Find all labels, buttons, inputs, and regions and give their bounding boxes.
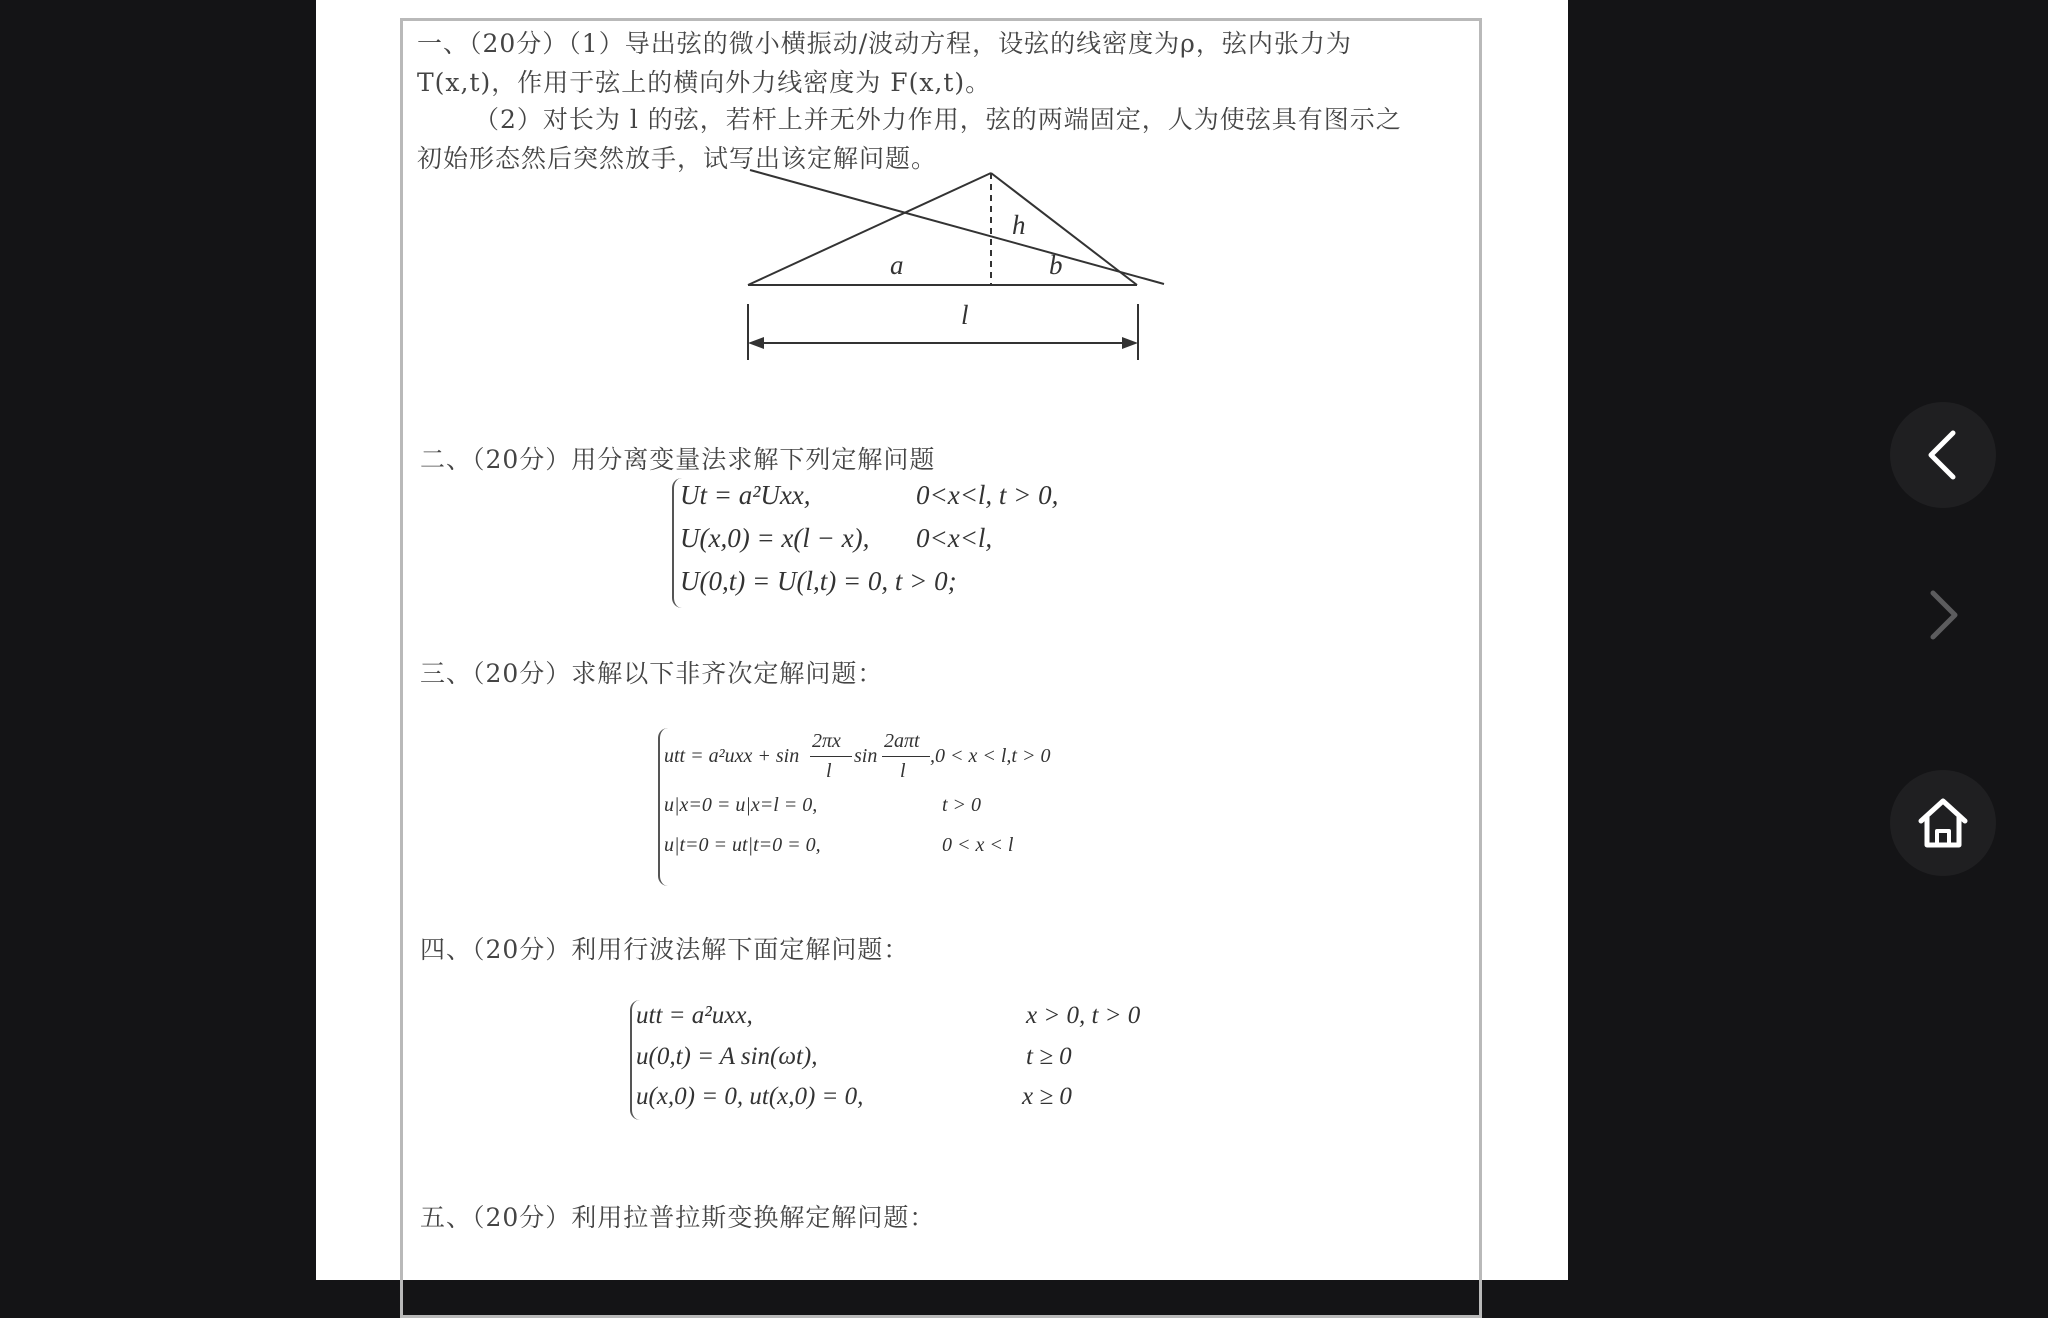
q3-frac1-den: l bbox=[826, 760, 832, 782]
q4-cond1: x > 0, t > 0 bbox=[1026, 1002, 1141, 1029]
q3-frac2-bar bbox=[882, 756, 930, 757]
q3-sin2: sin bbox=[854, 745, 878, 767]
label-l: l bbox=[961, 300, 969, 330]
q1-line2: T(x,t)，作用于弦上的横向外力线密度为 F(x,t)。 bbox=[417, 68, 992, 97]
label-h: h bbox=[1012, 210, 1026, 240]
q3-title: 三、（20分）求解以下非齐次定解问题： bbox=[420, 659, 884, 688]
q1-line4: 初始形态然后突然放手，试写出该定解问题。 bbox=[417, 144, 938, 173]
q2-cond2: 0<x<l, bbox=[916, 523, 993, 553]
q1-line1: 一、（20分）（1）导出弦的微小横振动/波动方程，设弦的线密度为ρ，弦内张力为 bbox=[417, 29, 1352, 58]
home-icon bbox=[1913, 793, 1973, 853]
prev-page-button[interactable] bbox=[1890, 402, 1996, 508]
q2-eq2: U(x,0) = x(l − x), bbox=[680, 523, 870, 553]
q4-eq2: u(0,t) = A sin(ωt), bbox=[636, 1043, 818, 1070]
q1-line3: （2）对长为 l 的弦，若杆上并无外力作用，弦的两端固定，人为使弦具有图示之 bbox=[474, 105, 1402, 134]
next-page-button[interactable] bbox=[1890, 562, 1996, 668]
q3-frac1-num: 2πx bbox=[812, 730, 841, 752]
q3-frac2-num: 2aπt bbox=[884, 730, 920, 752]
q4-cond3: x ≥ 0 bbox=[1022, 1083, 1072, 1110]
q4-eq3: u(x,0) = 0, ut(x,0) = 0, bbox=[636, 1083, 864, 1110]
q3-eq2: u|x=0 = u|x=l = 0, bbox=[664, 794, 818, 816]
q4-eq1: utt = a²uxx, bbox=[636, 1002, 753, 1029]
q2-title: 二、（20分）用分离变量法求解下列定解问题 bbox=[420, 445, 936, 474]
q2-eq3: U(0,t) = U(l,t) = 0, t > 0; bbox=[680, 566, 957, 596]
q4-title: 四、（20分）利用行波法解下面定解问题： bbox=[420, 935, 910, 964]
q2-eq1: Ut = a²Uxx, bbox=[680, 480, 811, 510]
q3-cond3: 0 < x < l bbox=[942, 834, 1014, 856]
q3-eq1-cond: ,0 < x < l,t > 0 bbox=[930, 745, 1051, 767]
triangle-figure bbox=[316, 0, 1568, 400]
q3-eq3: u|t=0 = ut|t=0 = 0, bbox=[664, 834, 821, 856]
q3-cond2: t > 0 bbox=[942, 794, 982, 816]
q5-title: 五、（20分）利用拉普拉斯变换解定解问题： bbox=[420, 1203, 936, 1232]
q2-cond1: 0<x<l, t > 0, bbox=[916, 480, 1059, 510]
document-page bbox=[316, 0, 1568, 1280]
chevron-left-icon bbox=[1921, 427, 1965, 483]
q3-frac2-den: l bbox=[900, 760, 906, 782]
label-a: a bbox=[890, 250, 904, 280]
label-b: b bbox=[1049, 250, 1063, 280]
q4-cond2: t ≥ 0 bbox=[1026, 1043, 1072, 1070]
home-button[interactable] bbox=[1890, 770, 1996, 876]
chevron-right-icon bbox=[1921, 587, 1965, 643]
q3-frac1-bar bbox=[810, 756, 852, 757]
q3-eq1-left: utt = a²uxx + sin bbox=[664, 745, 800, 767]
